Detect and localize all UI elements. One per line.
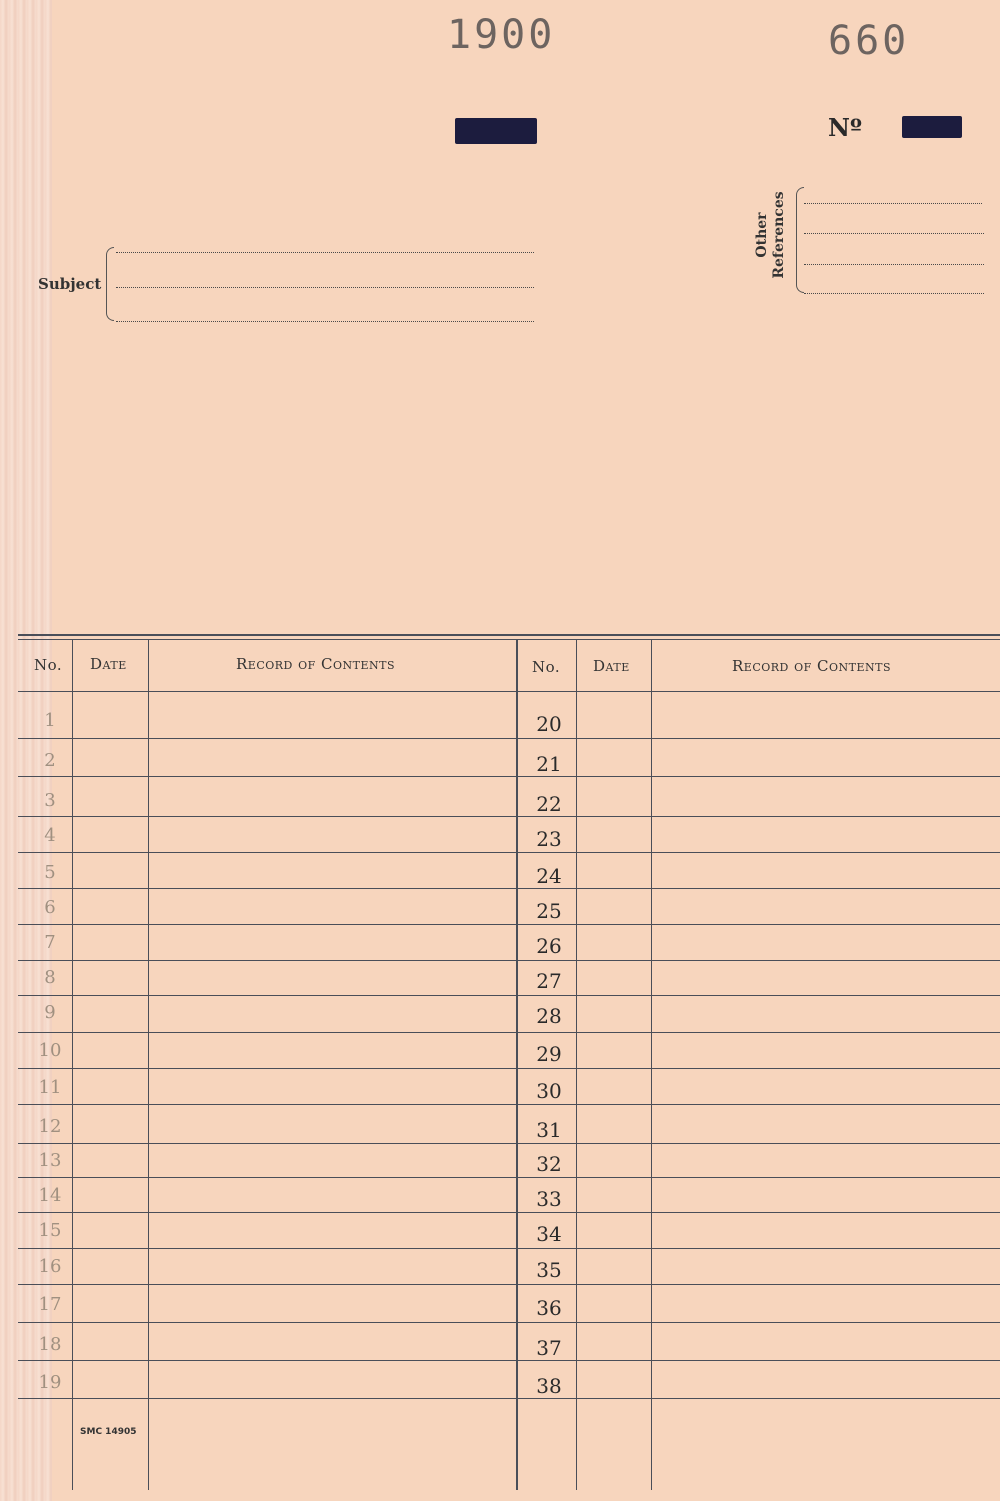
table-row: [18, 1177, 1000, 1178]
table-row: [18, 1284, 1000, 1285]
table-top-rule: [18, 639, 1000, 640]
table-row: [18, 960, 1000, 961]
column-divider: [651, 640, 652, 1490]
row-number-right: 29: [536, 1042, 562, 1066]
row-number-left: 17: [38, 1294, 62, 1315]
row-number-right: 24: [536, 864, 562, 888]
column-divider: [576, 640, 577, 1490]
header-record-left: Record of Contents: [236, 655, 396, 673]
subject-brace: [106, 247, 114, 321]
header-no-left: No.: [34, 656, 63, 674]
row-number-right: 36: [536, 1296, 562, 1320]
row-number-left: 15: [38, 1220, 62, 1241]
row-number-left: 14: [38, 1185, 62, 1206]
table-row: [18, 1398, 1000, 1399]
reference-line: [804, 233, 984, 234]
row-number-left: 11: [38, 1077, 62, 1098]
table-row: [18, 1360, 1000, 1361]
row-number-right: 33: [536, 1187, 562, 1211]
stamp-number: 660: [828, 18, 910, 64]
row-number-left: 1: [44, 710, 56, 731]
row-number-left: 10: [38, 1040, 62, 1061]
column-divider: [148, 640, 149, 1490]
row-number-left: 13: [38, 1150, 62, 1171]
table-row: [18, 888, 1000, 889]
number-sign: Nº: [828, 113, 862, 142]
references-brace: [796, 187, 804, 293]
header-date-left: Date: [90, 655, 127, 673]
row-number-left: 19: [38, 1372, 62, 1393]
table-row: [18, 995, 1000, 996]
reference-line: [804, 203, 982, 204]
table-row: [18, 738, 1000, 739]
table-row: [18, 1143, 1000, 1144]
row-number-left: 2: [44, 750, 56, 771]
table-row: [18, 816, 1000, 817]
header-date-right: Date: [593, 657, 630, 675]
row-number-right: 21: [536, 752, 562, 776]
subject-label: Subject: [38, 275, 102, 293]
subject-line: [116, 287, 534, 288]
row-number-right: 35: [536, 1258, 562, 1282]
row-number-right: 25: [536, 899, 562, 923]
row-number-right: 32: [536, 1152, 562, 1176]
row-number-left: 16: [38, 1256, 62, 1277]
row-number-left: 6: [44, 897, 56, 918]
table-row: [18, 1212, 1000, 1213]
row-number-left: 3: [44, 790, 56, 811]
row-number-right: 27: [536, 969, 562, 993]
column-divider: [516, 640, 518, 1490]
table-row: [18, 776, 1000, 777]
row-number-right: 26: [536, 934, 562, 958]
form-code: SMC 14905: [80, 1427, 137, 1437]
reference-line: [804, 293, 984, 294]
other-references-label: [754, 180, 788, 290]
table-row: [18, 1248, 1000, 1249]
table-row: [18, 1104, 1000, 1105]
row-number-left: 18: [38, 1334, 62, 1355]
row-number-right: 31: [536, 1118, 562, 1142]
table-row: [18, 1032, 1000, 1033]
stamp-year: 1900: [447, 12, 556, 58]
row-number-left: 9: [44, 1002, 56, 1023]
reference-line: [804, 264, 984, 265]
table-row: [18, 852, 1000, 853]
row-number-right: 28: [536, 1004, 562, 1028]
row-number-left: 8: [44, 967, 56, 988]
row-number-right: 20: [536, 712, 562, 736]
row-number-left: 7: [44, 932, 56, 953]
row-number-right: 23: [536, 827, 562, 851]
row-number-right: 30: [536, 1079, 562, 1103]
row-number-right: 38: [536, 1374, 562, 1398]
header-no-right: No.: [532, 658, 561, 676]
table-row: [18, 1068, 1000, 1069]
redacted-number: [902, 116, 962, 138]
row-number-left: 4: [44, 825, 56, 846]
redacted-field: [455, 118, 537, 144]
subject-line: [116, 321, 534, 322]
row-number-right: 37: [536, 1336, 562, 1360]
table-row: [18, 1322, 1000, 1323]
row-number-left: 12: [38, 1116, 62, 1137]
header-bottom-rule: [18, 691, 1000, 692]
header-record-right: Record of Contents: [732, 657, 892, 675]
row-number-right: 34: [536, 1222, 562, 1246]
row-number-right: 22: [536, 792, 562, 816]
column-divider: [72, 640, 73, 1490]
other-label: Other: [754, 212, 770, 258]
references-label: References: [771, 191, 787, 279]
subject-line: [116, 252, 534, 253]
table-top-rule: [18, 634, 1000, 636]
table-row: [18, 924, 1000, 925]
row-number-left: 5: [44, 862, 56, 883]
